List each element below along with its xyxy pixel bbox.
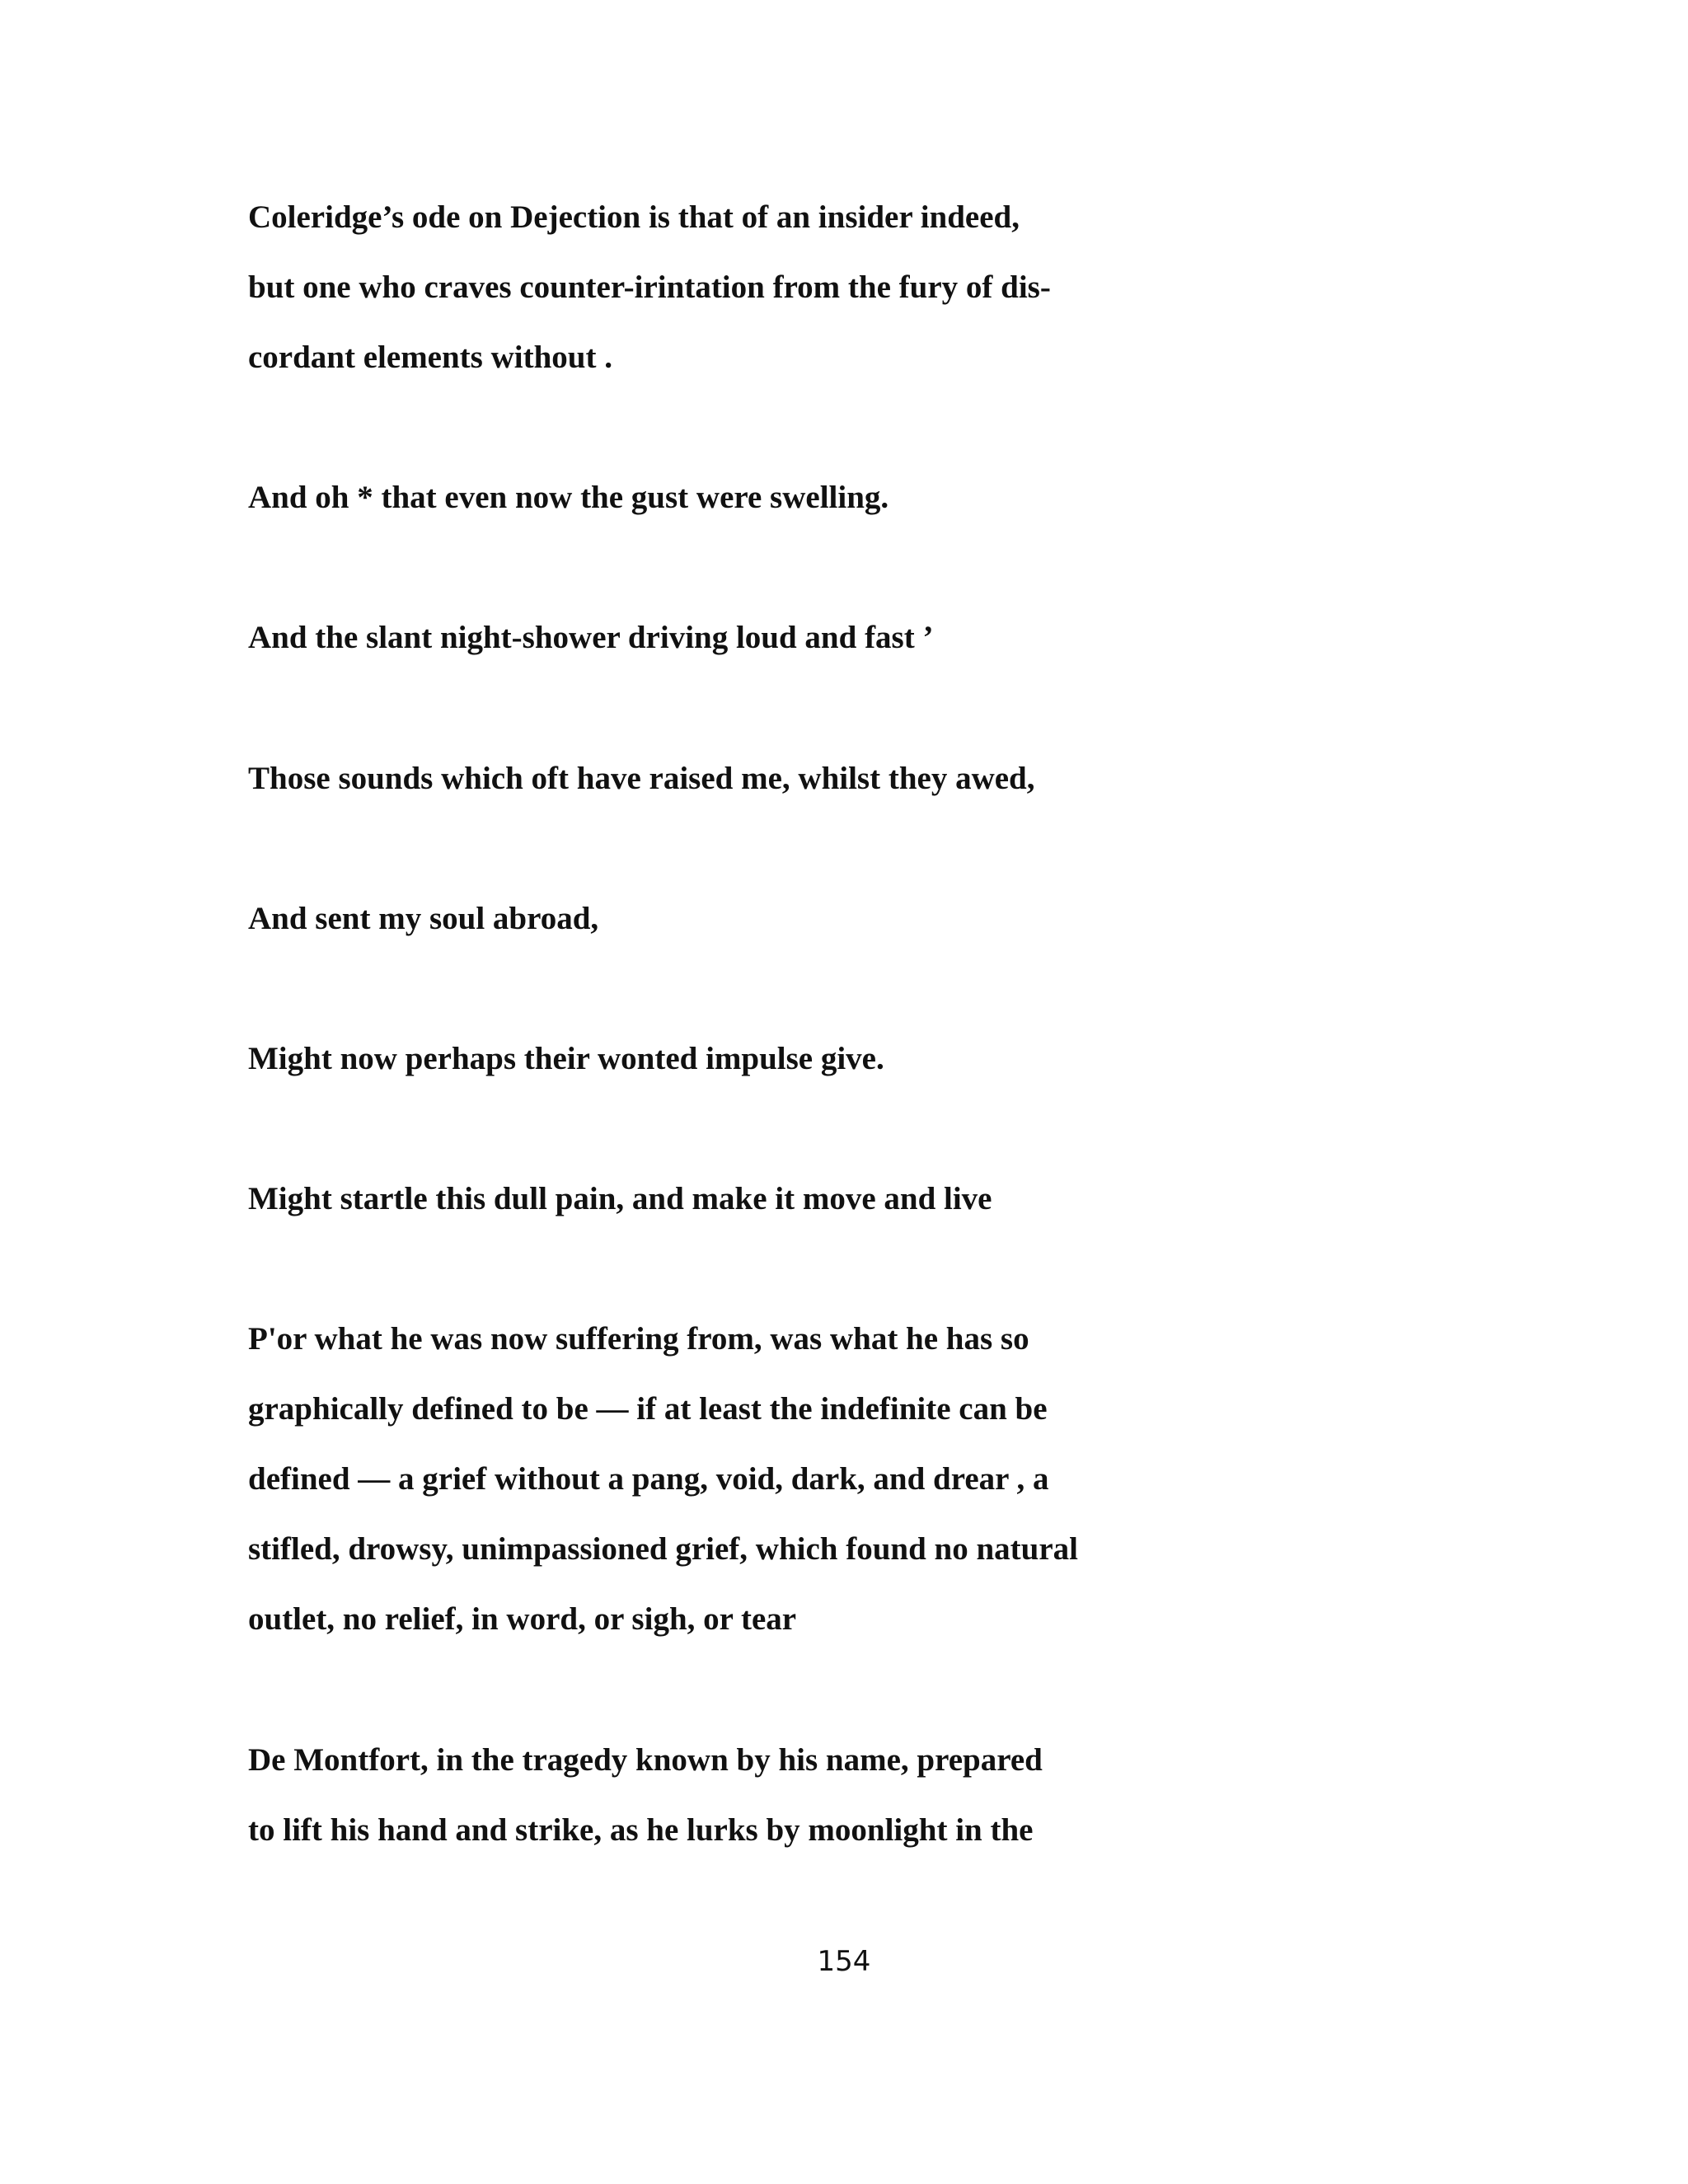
text-line: Coleridge’s ode on Dejection is that of an insider indeed, — [248, 199, 1020, 235]
verse-line: And oh * that even now the gust were swelling. — [248, 480, 889, 515]
verse-line: And sent my soul abroad, — [248, 901, 599, 936]
text-line: outlet, no relief, in word, or sigh, or tear — [248, 1601, 797, 1637]
text-line: P'or what he was now suffering from, was what he has so — [248, 1321, 1029, 1357]
text-line: De Montfort, in the tragedy known by his name, prepared — [248, 1742, 1043, 1778]
verse-line: Might startle this dull pain, and make it move and live — [248, 1181, 992, 1216]
text-line: cordant elements without . — [248, 340, 612, 375]
text-line: stifled, drowsy, unimpassioned grief, which found no natural — [248, 1531, 1078, 1567]
verse-line: Those sounds which oft have raised me, whilst they awed, — [248, 761, 1035, 796]
text-line: defined — a grief without a pang, void, dark, and drear , a — [248, 1461, 1049, 1497]
text-line: to lift his hand and strike, as he lurks by moonlight in the — [248, 1812, 1034, 1848]
page-number: 154 — [817, 1945, 871, 1978]
text-line: but one who craves counter-irintation from the fury of dis- — [248, 269, 1051, 305]
text-line: graphically defined to be — if at least the indefinite can be — [248, 1391, 1048, 1427]
verse-line: Might now perhaps their wonted impulse give. — [248, 1041, 884, 1076]
verse-line: And the slant night-shower driving loud and fast ’ — [248, 620, 934, 655]
